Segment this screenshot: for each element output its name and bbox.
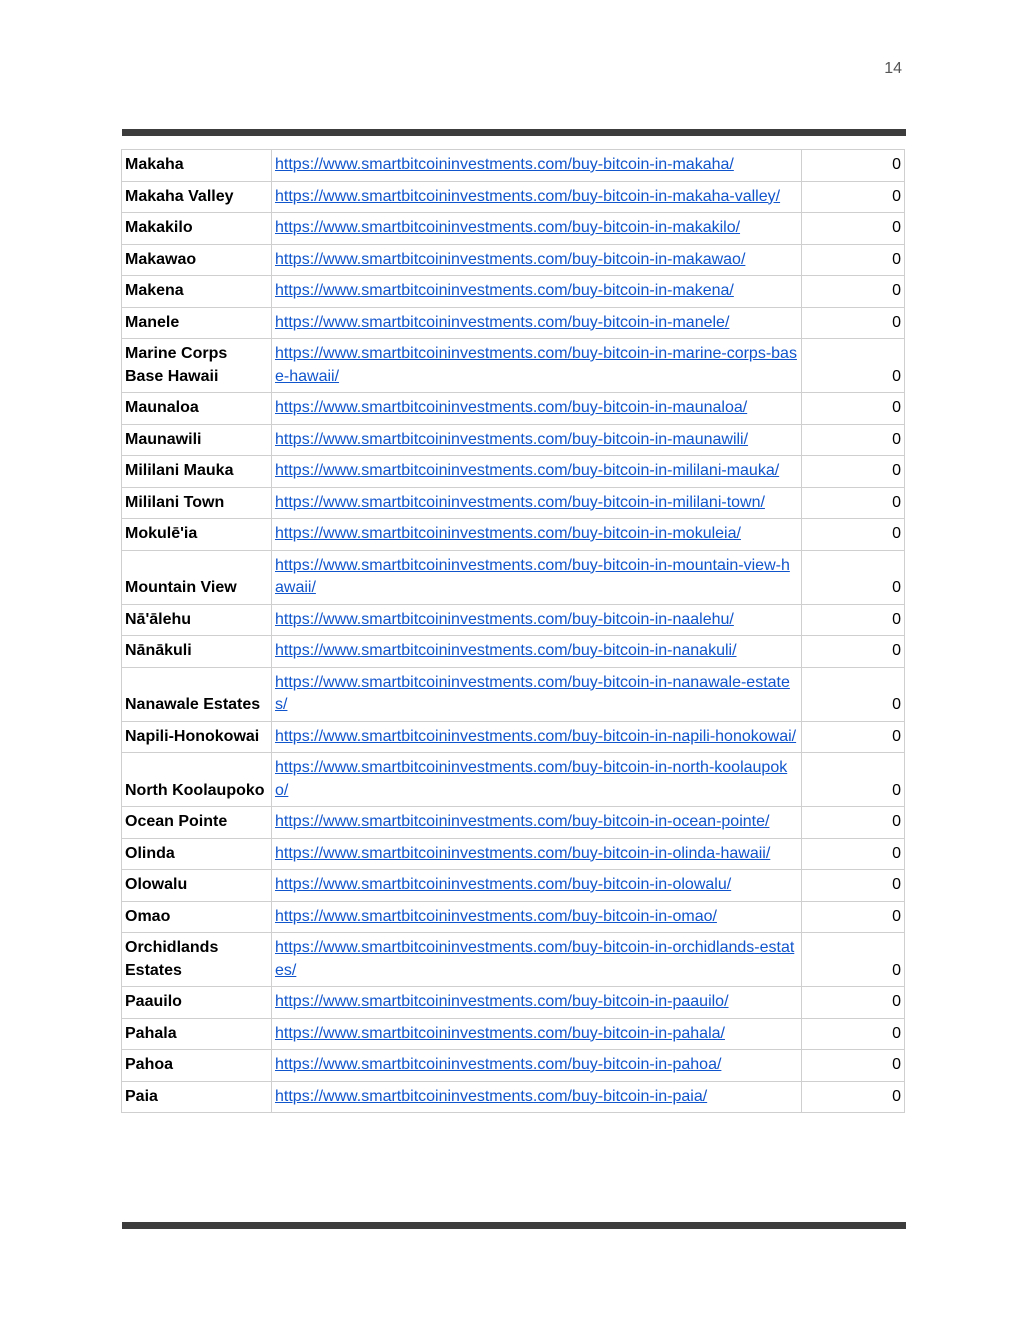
page-number: 14 <box>884 60 902 77</box>
location-name-cell: Orchidlands Estates <box>122 933 272 987</box>
table-row <box>122 933 905 987</box>
location-link[interactable]: https://www.smartbitcoininvestments.com/buy-bitcoin-in-olinda-hawaii/ <box>275 844 771 862</box>
location-link[interactable]: https://www.smartbitcoininvestments.com/buy-bitcoin-in-makaha-valley/ <box>275 187 781 205</box>
table-row <box>122 181 905 213</box>
location-link[interactable]: https://www.smartbitcoininvestments.com/buy-bitcoin-in-mililani-town/ <box>275 493 765 511</box>
location-url-cell <box>272 550 802 604</box>
table-row <box>122 1018 905 1050</box>
location-url-cell <box>272 456 802 488</box>
count-cell: 0 <box>802 244 905 276</box>
location-name-cell: Paia <box>122 1081 272 1113</box>
table-row <box>122 150 905 182</box>
location-url-cell <box>272 807 802 839</box>
location-url-cell <box>272 393 802 425</box>
location-name-cell: Omao <box>122 901 272 933</box>
location-name-cell: Makakilo <box>122 213 272 245</box>
location-link[interactable]: https://www.smartbitcoininvestments.com/buy-bitcoin-in-nanawale-estates/ <box>275 673 790 713</box>
count-cell: 0 <box>802 213 905 245</box>
table-row <box>122 550 905 604</box>
location-link[interactable]: https://www.smartbitcoininvestments.com/buy-bitcoin-in-maunaloa/ <box>275 399 748 416</box>
table-row <box>122 870 905 902</box>
bottom-divider <box>122 1222 906 1229</box>
location-name-cell: Maunawili <box>122 424 272 456</box>
count-cell: 0 <box>802 424 905 456</box>
location-url-cell <box>272 276 802 308</box>
count-cell: 0 <box>802 1081 905 1113</box>
location-url-cell <box>272 213 802 245</box>
count-cell: 0 <box>802 1050 905 1082</box>
location-name-cell: Manele <box>122 307 272 339</box>
table-row <box>122 807 905 839</box>
location-url-cell <box>272 870 802 902</box>
table-row <box>122 244 905 276</box>
location-url-cell <box>272 604 802 636</box>
location-url-cell <box>272 987 802 1019</box>
location-url-cell <box>272 753 802 807</box>
table-row <box>122 276 905 308</box>
table-row <box>122 901 905 933</box>
location-link[interactable]: https://www.smartbitcoininvestments.com/buy-bitcoin-in-makaha/ <box>275 156 734 173</box>
location-name-cell: Ocean Pointe <box>122 807 272 839</box>
location-name-cell: Paauilo <box>122 987 272 1019</box>
table-body <box>122 150 905 1113</box>
location-link[interactable]: https://www.smartbitcoininvestments.com/buy-bitcoin-in-omao/ <box>275 907 717 925</box>
location-link[interactable]: https://www.smartbitcoininvestments.com/buy-bitcoin-in-napili-honokowai/ <box>275 727 797 745</box>
top-divider <box>122 129 906 136</box>
table-row <box>122 519 905 551</box>
count-cell: 0 <box>802 456 905 488</box>
location-url-cell <box>272 636 802 668</box>
count-cell: 0 <box>802 987 905 1019</box>
table-row <box>122 838 905 870</box>
location-link[interactable]: https://www.smartbitcoininvestments.com/buy-bitcoin-in-makawao/ <box>275 250 746 268</box>
location-name-cell: Mokulē'ia <box>122 519 272 551</box>
table-row <box>122 393 905 425</box>
location-name-cell: Marine Corps Base Hawaii <box>122 339 272 393</box>
location-url-cell <box>272 339 802 393</box>
location-link[interactable]: https://www.smartbitcoininvestments.com/buy-bitcoin-in-paia/ <box>275 1087 708 1105</box>
location-url-cell <box>272 307 802 339</box>
location-link[interactable]: https://www.smartbitcoininvestments.com/buy-bitcoin-in-marine-corps-base-hawaii/ <box>275 345 797 385</box>
location-name-cell: Mililani Mauka <box>122 456 272 488</box>
count-cell: 0 <box>802 550 905 604</box>
location-link[interactable]: https://www.smartbitcoininvestments.com/buy-bitcoin-in-ocean-pointe/ <box>275 813 770 830</box>
count-cell: 0 <box>802 150 905 182</box>
count-cell: 0 <box>802 870 905 902</box>
location-link[interactable]: https://www.smartbitcoininvestments.com/buy-bitcoin-in-naalehu/ <box>275 610 734 628</box>
count-cell: 0 <box>802 393 905 425</box>
location-name-cell: Pahala <box>122 1018 272 1050</box>
count-cell: 0 <box>802 807 905 839</box>
location-url-cell <box>272 1081 802 1113</box>
count-cell: 0 <box>802 901 905 933</box>
table-row <box>122 721 905 753</box>
location-name-cell: Nānākuli <box>122 636 272 668</box>
location-name-cell: Makena <box>122 276 272 308</box>
location-name-cell: Napili-Honokowai <box>122 721 272 753</box>
location-url-cell <box>272 244 802 276</box>
location-url-cell <box>272 838 802 870</box>
location-name-cell: Olinda <box>122 838 272 870</box>
table-row <box>122 987 905 1019</box>
location-name-cell: Nanawale Estates <box>122 667 272 721</box>
location-url-cell <box>272 667 802 721</box>
location-name-cell: North Koolaupoko <box>122 753 272 807</box>
location-link[interactable]: https://www.smartbitcoininvestments.com/buy-bitcoin-in-mountain-view-hawaii/ <box>275 556 790 596</box>
count-cell: 0 <box>802 181 905 213</box>
count-cell: 0 <box>802 604 905 636</box>
location-link[interactable]: https://www.smartbitcoininvestments.com/buy-bitcoin-in-maunawili/ <box>275 430 749 448</box>
location-link[interactable]: https://www.smartbitcoininvestments.com/buy-bitcoin-in-olowalu/ <box>275 876 732 893</box>
count-cell: 0 <box>802 276 905 308</box>
count-cell: 0 <box>802 753 905 807</box>
location-name-cell: Pahoa <box>122 1050 272 1082</box>
location-name-cell: Makawao <box>122 244 272 276</box>
count-cell: 0 <box>802 307 905 339</box>
count-cell: 0 <box>802 339 905 393</box>
location-link[interactable]: https://www.smartbitcoininvestments.com/buy-bitcoin-in-pahala/ <box>275 1024 725 1042</box>
location-url-cell <box>272 1018 802 1050</box>
location-url-cell <box>272 901 802 933</box>
table-row <box>122 339 905 393</box>
count-cell: 0 <box>802 933 905 987</box>
location-url-cell <box>272 487 802 519</box>
location-url-cell <box>272 150 802 182</box>
location-name-cell: Makaha <box>122 150 272 182</box>
location-link[interactable]: https://www.smartbitcoininvestments.com/buy-bitcoin-in-paauilo/ <box>275 993 729 1010</box>
table-row <box>122 1050 905 1082</box>
table-row <box>122 604 905 636</box>
location-link[interactable]: https://www.smartbitcoininvestments.com/buy-bitcoin-in-pahoa/ <box>275 1056 722 1073</box>
location-url-cell <box>272 424 802 456</box>
location-url-cell <box>272 933 802 987</box>
locations-table <box>121 149 905 1113</box>
count-cell: 0 <box>802 519 905 551</box>
location-name-cell: Mountain View <box>122 550 272 604</box>
location-link[interactable]: https://www.smartbitcoininvestments.com/buy-bitcoin-in-orchidlands-estates/ <box>275 939 795 979</box>
location-name-cell: Makaha Valley <box>122 181 272 213</box>
count-cell: 0 <box>802 636 905 668</box>
location-url-cell <box>272 181 802 213</box>
count-cell: 0 <box>802 1018 905 1050</box>
table-row <box>122 1081 905 1113</box>
location-name-cell: Nā'ālehu <box>122 604 272 636</box>
table-row <box>122 667 905 721</box>
count-cell: 0 <box>802 667 905 721</box>
location-link[interactable]: https://www.smartbitcoininvestments.com/buy-bitcoin-in-makakilo/ <box>275 219 741 236</box>
table-row <box>122 487 905 519</box>
location-link[interactable]: https://www.smartbitcoininvestments.com/buy-bitcoin-in-mililani-mauka/ <box>275 462 780 479</box>
count-cell: 0 <box>802 838 905 870</box>
location-link[interactable]: https://www.smartbitcoininvestments.com/buy-bitcoin-in-nanakuli/ <box>275 642 737 659</box>
location-name-cell: Mililani Town <box>122 487 272 519</box>
location-link[interactable]: https://www.smartbitcoininvestments.com/buy-bitcoin-in-north-koolaupoko/ <box>275 759 788 799</box>
table-row <box>122 307 905 339</box>
location-link[interactable]: https://www.smartbitcoininvestments.com/buy-bitcoin-in-manele/ <box>275 313 730 331</box>
count-cell: 0 <box>802 721 905 753</box>
count-cell: 0 <box>802 487 905 519</box>
location-name-cell: Olowalu <box>122 870 272 902</box>
location-name-cell: Maunaloa <box>122 393 272 425</box>
location-url-cell <box>272 519 802 551</box>
location-link[interactable]: https://www.smartbitcoininvestments.com/buy-bitcoin-in-makena/ <box>275 282 734 299</box>
table-row <box>122 636 905 668</box>
location-url-cell <box>272 721 802 753</box>
location-url-cell <box>272 1050 802 1082</box>
table-row <box>122 753 905 807</box>
table-row <box>122 213 905 245</box>
table-row <box>122 424 905 456</box>
location-link[interactable]: https://www.smartbitcoininvestments.com/buy-bitcoin-in-mokuleia/ <box>275 525 741 542</box>
table-row <box>122 456 905 488</box>
